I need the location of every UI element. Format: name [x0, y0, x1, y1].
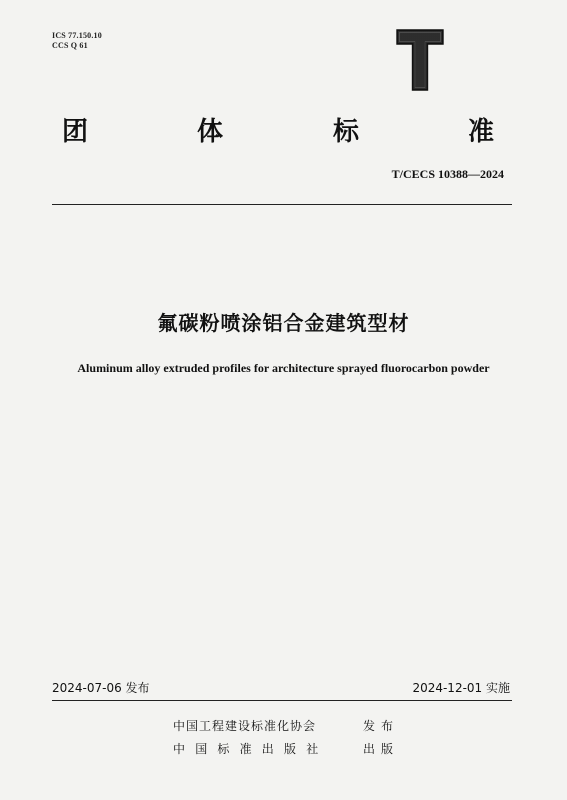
- title-english: Aluminum alloy extruded profiles for architecture sprayed fluorocarbon powder: [77, 361, 490, 375]
- heading-char: 团: [62, 117, 89, 147]
- t-standard-logo: [396, 29, 444, 91]
- heading-char: 准: [468, 117, 495, 147]
- publisher-action: 发布: [363, 719, 400, 733]
- footer-divider: [52, 700, 512, 701]
- implement-date: 2024-12-01 实施: [412, 681, 510, 695]
- heading-char: 体: [197, 117, 224, 147]
- publisher-org: 中国工程建设标准化协会: [173, 719, 317, 733]
- publisher-org: 中国标准出版社: [173, 742, 329, 756]
- publisher-action: 出版: [363, 742, 400, 756]
- header-divider: [52, 204, 512, 205]
- ics-code: ICS 77.150.10: [52, 31, 102, 40]
- ccs-code: CCS Q 61: [52, 41, 88, 50]
- document-type-heading: [0, 112, 567, 152]
- publish-date: 2024-07-06 发布: [52, 681, 150, 695]
- title-chinese: 氟碳粉喷涂铝合金建筑型材: [157, 311, 410, 335]
- heading-char: 标: [333, 117, 360, 147]
- standard-number: T/CECS 10388—2024: [391, 167, 504, 181]
